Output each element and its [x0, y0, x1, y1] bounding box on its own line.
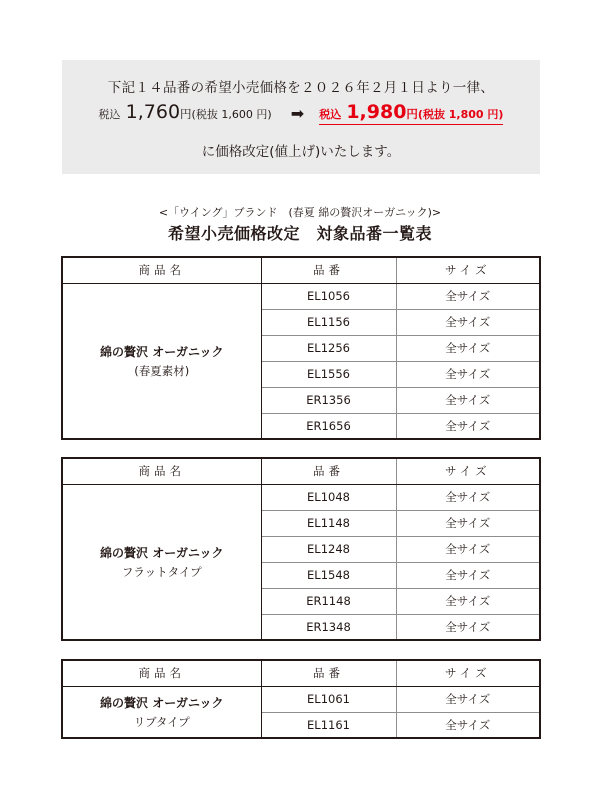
header-size: サイズ: [396, 257, 540, 283]
old-price-unit: 円: [180, 107, 192, 121]
product-size: 全サイズ: [396, 562, 540, 588]
product-code: EL1161: [261, 712, 396, 738]
product-note: フラットタイプ: [121, 564, 202, 579]
product-size: 全サイズ: [396, 387, 540, 413]
product-code: EL1148: [261, 510, 396, 536]
product-table-3: [61, 659, 541, 739]
product-size: 全サイズ: [396, 309, 540, 335]
product-name: 綿の贅沢 オーガニック: [100, 344, 224, 359]
new-price-unit: 円: [406, 107, 418, 121]
product-name: 綿の贅沢 オーガニック: [100, 545, 224, 560]
header-size: サイズ: [396, 458, 540, 484]
table-row: [62, 686, 540, 712]
arrow-right-icon: ➡: [290, 104, 305, 123]
product-size: 全サイズ: [396, 588, 540, 614]
notice-line-1: 下記１４品番の希望小売価格を２０２６年２月１日より一律、: [107, 80, 495, 96]
product-code: EL1556: [261, 361, 396, 387]
table-header-row: [62, 458, 540, 484]
product-size: 全サイズ: [396, 510, 540, 536]
brand-subtitle: <「ウイング」ブランド (春夏 綿の贅沢オーガニック)>: [158, 206, 442, 219]
header-code: 品番: [261, 660, 396, 686]
product-note: リブタイプ: [133, 714, 190, 729]
product-code: EL1156: [261, 309, 396, 335]
header-name: 商品名: [62, 458, 261, 484]
product-name-cell: [62, 283, 261, 439]
product-table-1: [61, 256, 541, 440]
notice-price-line: [62, 101, 540, 125]
product-code: ER1348: [261, 614, 396, 640]
product-code: EL1548: [261, 562, 396, 588]
new-price: 1,980: [346, 101, 407, 123]
table-header-row: [62, 660, 540, 686]
product-code: EL1248: [261, 536, 396, 562]
old-price-prefix: 税込: [98, 108, 121, 121]
page-title: 希望小売価格改定 対象品番一覧表: [167, 224, 432, 243]
product-name-cell: [62, 484, 261, 640]
product-size: 全サイズ: [396, 484, 540, 510]
notice-line-3: に価格改定(値上げ)いたします。: [201, 144, 401, 160]
product-table-2: [61, 457, 541, 641]
table-header-row: [62, 257, 540, 283]
product-size: 全サイズ: [445, 619, 491, 634]
product-size: 全サイズ: [396, 686, 540, 712]
product-size: 全サイズ: [396, 283, 540, 309]
price-change-notice: [62, 60, 540, 174]
product-size: 全サイズ: [396, 536, 540, 562]
old-price-ex-tax: (税抜 1,600 円): [191, 108, 272, 121]
product-name-cell: [62, 686, 261, 738]
product-size: 全サイズ: [445, 717, 491, 732]
table-row: [62, 484, 540, 510]
new-price-prefix: 税込: [319, 108, 342, 121]
product-code: EL1056: [261, 283, 396, 309]
header-name: 商品名: [62, 660, 261, 686]
old-price: 1,760: [125, 101, 181, 123]
new-price-group: [319, 101, 503, 125]
table-row: [62, 283, 540, 309]
product-code: ER1356: [261, 387, 396, 413]
header-name: 商品名: [62, 257, 261, 283]
product-size: 全サイズ: [396, 361, 540, 387]
new-price-ex-tax: (税抜 1,800 円): [417, 108, 504, 121]
product-code: EL1061: [261, 686, 396, 712]
header-size: サイズ: [396, 660, 540, 686]
product-code: ER1656: [261, 413, 396, 439]
product-code: ER1148: [261, 588, 396, 614]
product-code: EL1256: [261, 335, 396, 361]
header-code: 品番: [261, 257, 396, 283]
header-code: 品番: [261, 458, 396, 484]
product-code: EL1048: [261, 484, 396, 510]
product-size: 全サイズ: [445, 418, 491, 433]
product-size: 全サイズ: [396, 335, 540, 361]
product-name: 綿の贅沢 オーガニック: [100, 695, 224, 710]
product-note: (春夏素材): [134, 363, 190, 378]
